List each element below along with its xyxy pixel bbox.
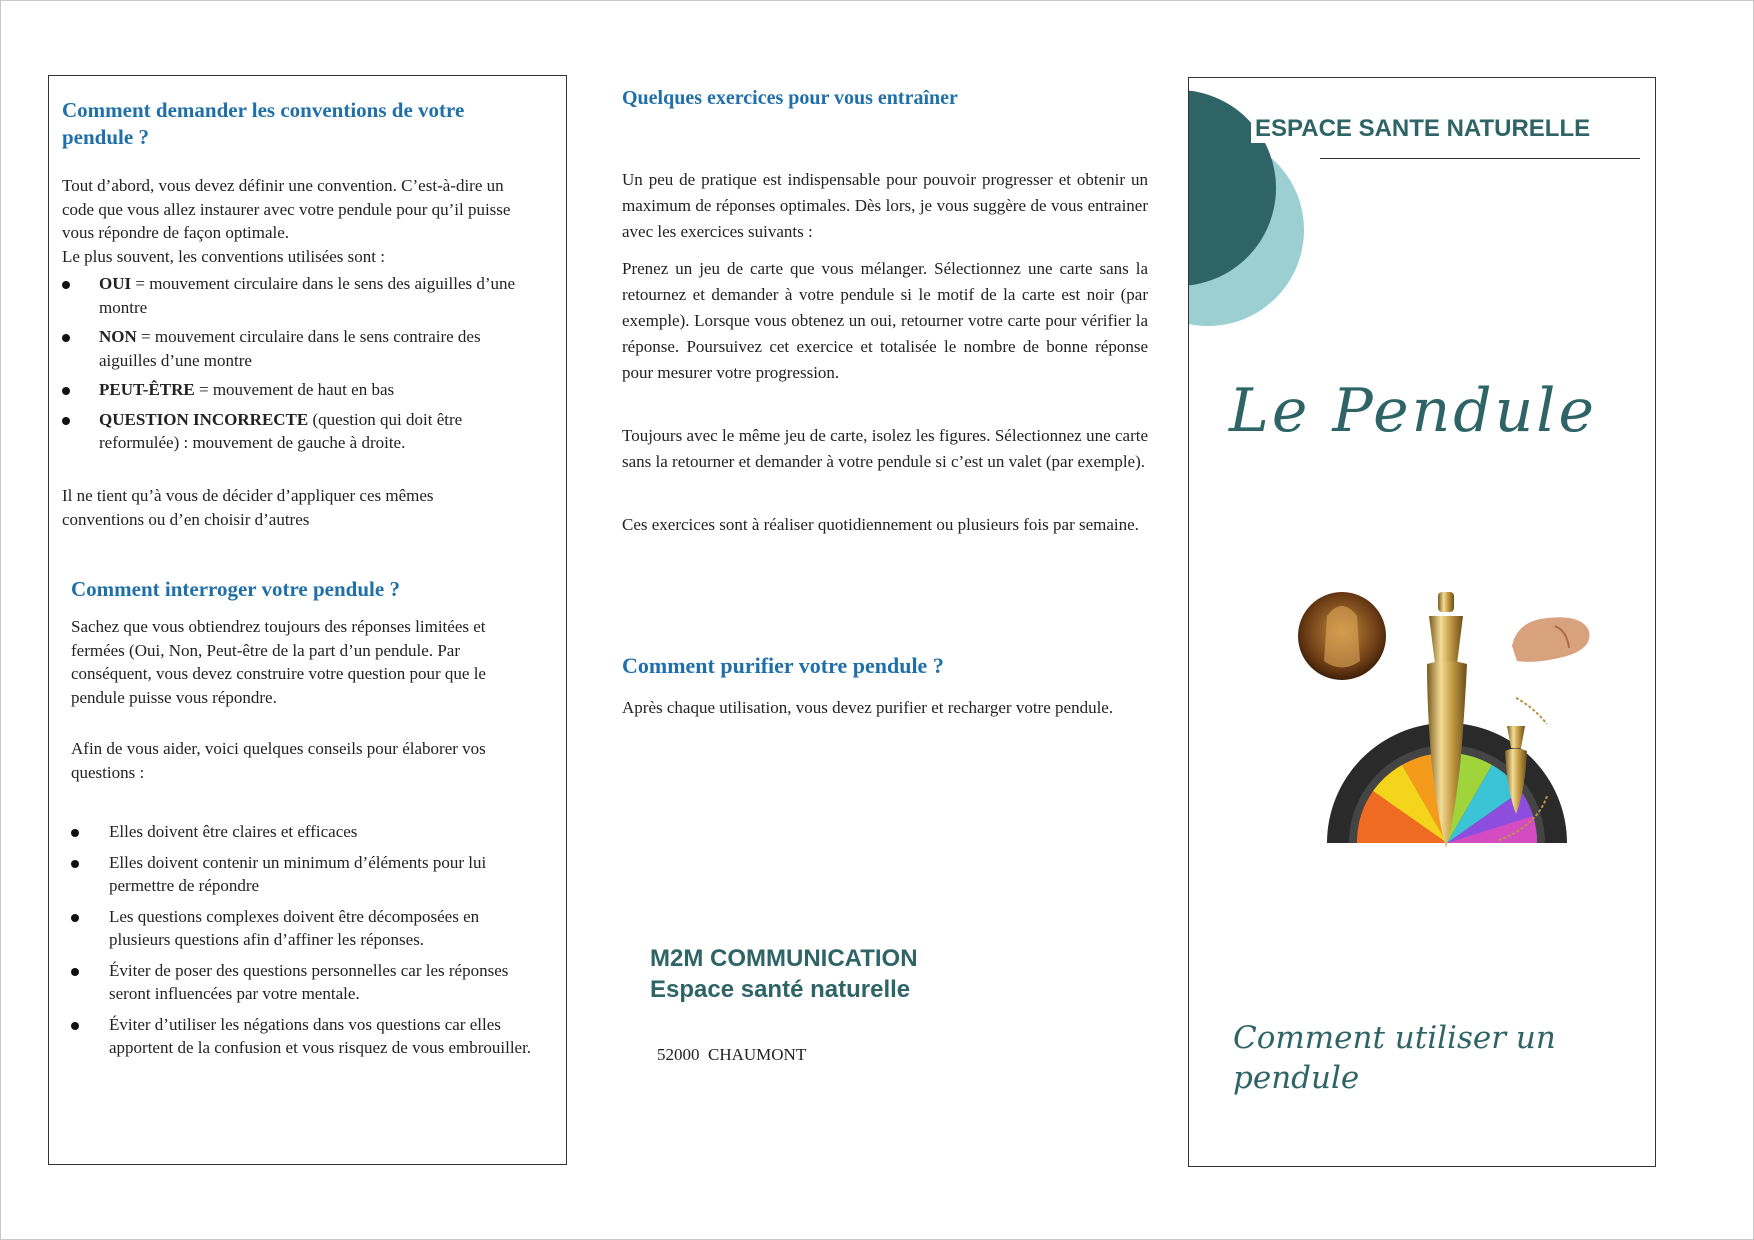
convention-term: PEUT-ÊTRE xyxy=(99,380,195,399)
tip-text: Les questions complexes doivent être décomposées en plusieurs questions afin d’affiner les réponses. xyxy=(109,906,480,949)
cover-subtitle: Comment utiliser un pendule xyxy=(1233,1020,1556,1096)
convention-item xyxy=(62,408,532,455)
interrogate-paragraph-1: Sachez que vous obtiendrez toujours des réponses limitées et fermées (Oui, Non, Peut-être de la part d’un pendule. Par conséquent, vous devez construire votre question pour que le pendule puisse vous répondre. xyxy=(71,617,486,707)
bullet-icon xyxy=(71,914,79,922)
company-name xyxy=(650,943,1110,1005)
company-line-1: M2M COMMUNICATION xyxy=(650,945,918,972)
purify-heading: Comment purifier votre pendule ? xyxy=(622,653,944,678)
bullet-icon xyxy=(62,387,70,395)
cover-panel xyxy=(1188,77,1656,1167)
exercises-paragraph-4: Ces exercices sont à réaliser quotidiennement ou plusieurs fois par semaine. xyxy=(622,515,1139,534)
bullet-icon xyxy=(71,1022,79,1030)
company-address: 52000 CHAUMONT xyxy=(657,1045,807,1064)
convention-term: OUI xyxy=(99,274,132,293)
bullet-icon xyxy=(62,281,70,289)
convention-item xyxy=(62,325,532,372)
interrogate-heading: Comment interroger votre pendule ? xyxy=(71,577,400,601)
tip-item xyxy=(71,959,536,1006)
convention-text: = mouvement de haut en bas xyxy=(194,380,395,399)
bullet-icon xyxy=(62,334,70,342)
tips-list xyxy=(71,820,536,1067)
conventions-intro-block xyxy=(62,174,532,268)
brand-name: ESPACE SANTE NATURELLE xyxy=(1251,115,1656,143)
convention-term: QUESTION INCORRECTE xyxy=(99,409,309,429)
tip-text: Éviter de poser des questions personnelles car les réponses seront influencées par votre mentale. xyxy=(109,960,509,1003)
bullet-icon xyxy=(62,417,70,425)
convention-text: = mouvement circulaire dans le sens contraire des aiguilles d’une montre xyxy=(99,327,481,370)
exercises-heading: Quelques exercices pour vous entraîner xyxy=(622,87,958,109)
purify-paragraph: Après chaque utilisation, vous devez purifier et recharger votre pendule. xyxy=(622,698,1114,717)
bullet-icon xyxy=(71,968,79,976)
conventions-heading: Comment demander les conventions de votre pendule ? xyxy=(62,98,465,149)
interrogate-paragraph-2: Afin de vous aider, voici quelques conseils pour élaborer vos questions : xyxy=(71,739,486,782)
conventions-list xyxy=(62,272,532,461)
convention-text: = mouvement circulaire dans le sens des aiguilles d’une montre xyxy=(99,274,516,317)
cover-title: Le Pendule xyxy=(1229,376,1597,446)
tip-text: Elles doivent contenir un minimum d’éléments pour lui permettre de répondre xyxy=(109,852,487,895)
hand-image xyxy=(1512,617,1590,662)
tip-text: Éviter d’utiliser les négations dans vos questions car elles apportent de la confusion et vous risquez de vous embrouiller. xyxy=(109,1014,532,1057)
convention-text: (question qui doit être reformulée) : mouvement de gauche à droite. xyxy=(99,409,463,452)
brand-underline xyxy=(1320,158,1640,159)
convention-term: NON xyxy=(99,327,137,346)
pendulum-illustration xyxy=(1297,586,1597,876)
exercises-paragraph-2: Prenez un jeu de carte que vous mélanger. Sélectionnez une carte sans la retournez et demander à votre pendule si le motif de la carte est noir (par exemple). Lorsque vous obtenez un oui, retourner votre carte pour vérifier la réponse. Poursuivez cet exercice et totalisée le nombre de bonne réponse pour mesurer votre progression. xyxy=(622,259,1148,382)
convention-item xyxy=(62,378,532,402)
bullet-icon xyxy=(71,829,79,837)
company-line-2: Espace santé naturelle xyxy=(650,976,911,1003)
left-panel xyxy=(48,75,567,1165)
conventions-intro-2: Le plus souvent, les conventions utilisées sont : xyxy=(62,246,385,266)
tip-item xyxy=(71,851,536,898)
tip-item xyxy=(71,820,536,844)
tip-item xyxy=(71,1013,536,1060)
conventions-outro: Il ne tient qu’à vous de décider d’appliquer ces mêmes conventions ou d’en choisir d’autres xyxy=(62,486,434,529)
conventions-intro: Tout d’abord, vous devez définir une convention. C’est-à-dire un code que vous allez instaurer avec votre pendule pour qu’il puisse vous répondre de façon optimale. xyxy=(62,176,511,242)
tip-item xyxy=(71,905,536,952)
convention-item xyxy=(62,272,532,319)
middle-panel xyxy=(621,75,1149,1165)
bullet-icon xyxy=(71,860,79,868)
exercises-paragraph-1: Un peu de pratique est indispensable pour pouvoir progresser et obtenir un maximum de réponses optimales. Dès lors, je vous suggère de vous entrainer avec les exercices suivants : xyxy=(622,170,1148,241)
tip-text: Elles doivent être claires et efficaces xyxy=(109,822,358,841)
exercises-paragraph-3: Toujours avec le même jeu de carte, isolez les figures. Sélectionnez une carte sans la retourner et demander à votre pendule si c’est un valet (par exemple). xyxy=(622,426,1148,471)
